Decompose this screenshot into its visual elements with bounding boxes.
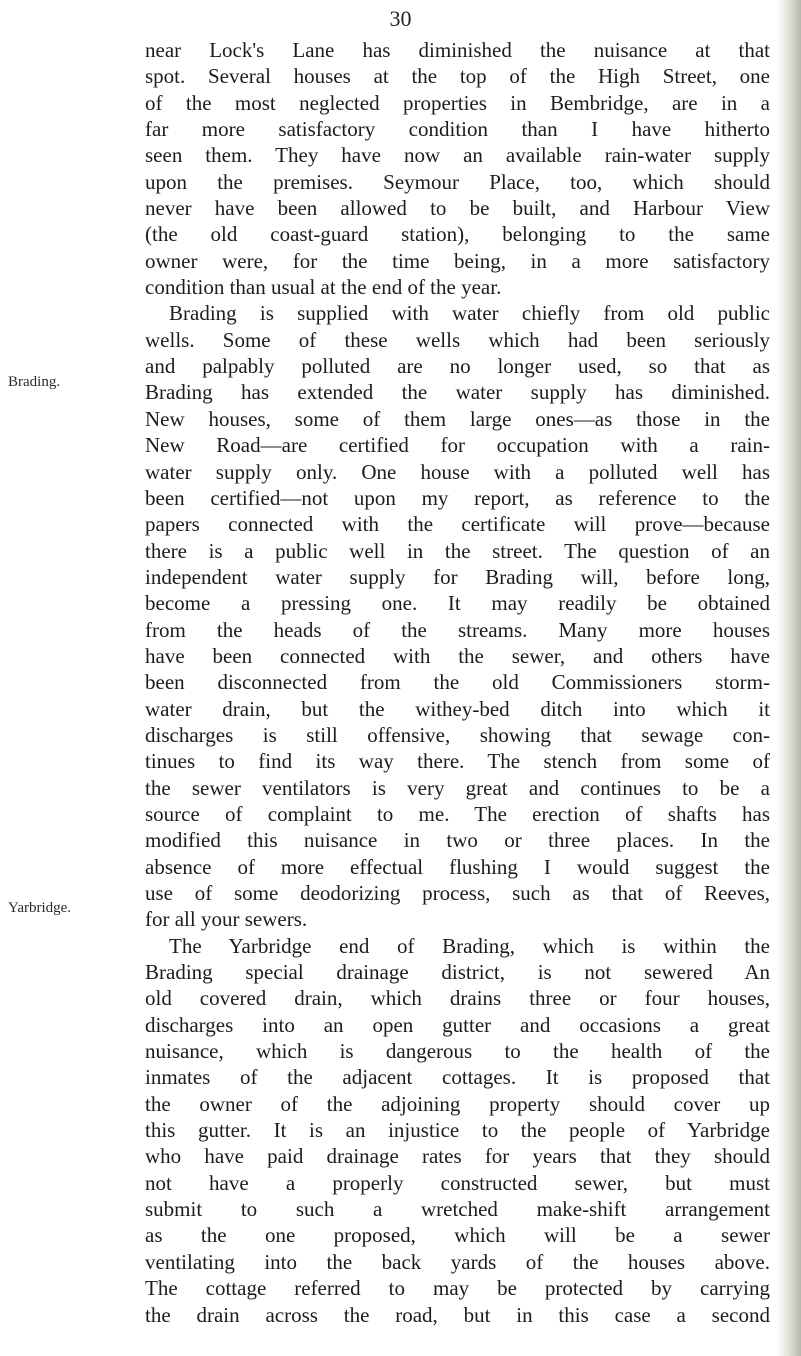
- page-number: 30: [389, 6, 412, 31]
- text-line: water supply only. One house with a polluted well has: [145, 459, 770, 484]
- text-line: tinues to find its way there. The stench from some of: [145, 749, 770, 774]
- text-line: submit to such a wretched make-shift arrangement: [145, 1197, 770, 1222]
- text-line: papers connected with the certificate will prove—because: [145, 512, 770, 537]
- text-line: from the heads of the streams. Many more houses: [145, 617, 770, 642]
- text-line: Brading has extended the water supply has diminished.: [145, 380, 770, 405]
- sidenote-brading: Brading.: [8, 374, 61, 390]
- text-line: absence of more effectual flushing I would suggest the: [145, 854, 770, 879]
- text-line: spot. Several houses at the top of the High Street, one: [145, 64, 770, 89]
- text-line: never have been allowed to be built, and Harbour View: [145, 196, 770, 221]
- body-text: [145, 37, 770, 1328]
- text-line: nuisance, which is dangerous to the health of the: [145, 1039, 770, 1064]
- text-line: far more satisfactory condition than I have hitherto: [145, 117, 770, 142]
- text-line: source of complaint to me. The erection of shafts has: [145, 801, 770, 826]
- text-line: owner were, for the time being, in a more satisfactory: [145, 248, 770, 273]
- text-line: the sewer ventilators is very great and continues to be a: [145, 775, 770, 800]
- text-line: old covered drain, which drains three or four houses,: [145, 986, 770, 1011]
- text-line: there is a public well in the street. The question of an: [145, 538, 770, 563]
- text-line: wells. Some of these wells which had been seriously: [145, 327, 770, 352]
- text-line: near Lock's Lane has diminished the nuisance at that: [145, 38, 770, 62]
- text-line: New Road—are certified for occupation with a rain-: [145, 433, 770, 458]
- text-line: for all your sewers.: [145, 907, 308, 932]
- text-line: of the most neglected properties in Bembridge, are in a: [145, 90, 770, 115]
- text-line: New houses, some of them large ones—as those in the: [145, 406, 770, 431]
- text-line: who have paid drainage rates for years that they should: [145, 1144, 770, 1169]
- text-line: seen them. They have now an available rain-water supply: [145, 143, 770, 168]
- text-line: ventilating into the back yards of the houses above.: [145, 1249, 770, 1274]
- text-line: inmates of the adjacent cottages. It is proposed that: [145, 1065, 770, 1090]
- text-line: upon the premises. Seymour Place, too, which should: [145, 169, 770, 194]
- text-line: become a pressing one. It may readily be obtained: [145, 591, 770, 616]
- text-line: Brading special drainage district, is not sewered An: [145, 960, 770, 985]
- sidenote-yarbridge: Yarbridge.: [8, 900, 72, 916]
- text-line: been disconnected from the old Commissioners storm-: [145, 670, 770, 695]
- text-line: independent water supply for Brading will, before long,: [145, 564, 770, 589]
- text-line: (the old coast-guard station), belonging to the same: [145, 222, 770, 247]
- text-line: use of some deodorizing process, such as that of Reeves,: [145, 881, 770, 905]
- text-line: condition than usual at the end of the year.: [145, 275, 502, 300]
- text-line: not have a properly constructed sewer, but must: [145, 1170, 770, 1195]
- text-line: have been connected with the sewer, and others have: [145, 643, 770, 668]
- text-line: water drain, but the withey-bed ditch into which it: [145, 696, 770, 721]
- text-line: discharges is still offensive, showing that sewage con-: [145, 722, 770, 747]
- page-edge-shadow: [777, 0, 801, 1356]
- text-line: the owner of the adjoining property should cover up: [145, 1091, 770, 1116]
- text-line: been certified—not upon my report, as reference to the: [145, 485, 770, 510]
- text-line: discharges into an open gutter and occasions a great: [145, 1012, 770, 1037]
- text-line: Brading is supplied with water chiefly from old public: [169, 301, 770, 326]
- text-line: The cottage referred to may be protected by carrying: [145, 1276, 770, 1301]
- text-line: the drain across the road, but in this case a second: [145, 1302, 770, 1327]
- text-line: and palpably polluted are no longer used, so that as: [145, 354, 770, 379]
- text-line: The Yarbridge end of Brading, which is within the: [169, 933, 770, 958]
- text-line: modified this nuisance in two or three places. In the: [145, 828, 770, 853]
- text-line: this gutter. It is an injustice to the people of Yarbridge: [145, 1118, 770, 1143]
- text-line: as the one proposed, which will be a sewer: [145, 1223, 770, 1248]
